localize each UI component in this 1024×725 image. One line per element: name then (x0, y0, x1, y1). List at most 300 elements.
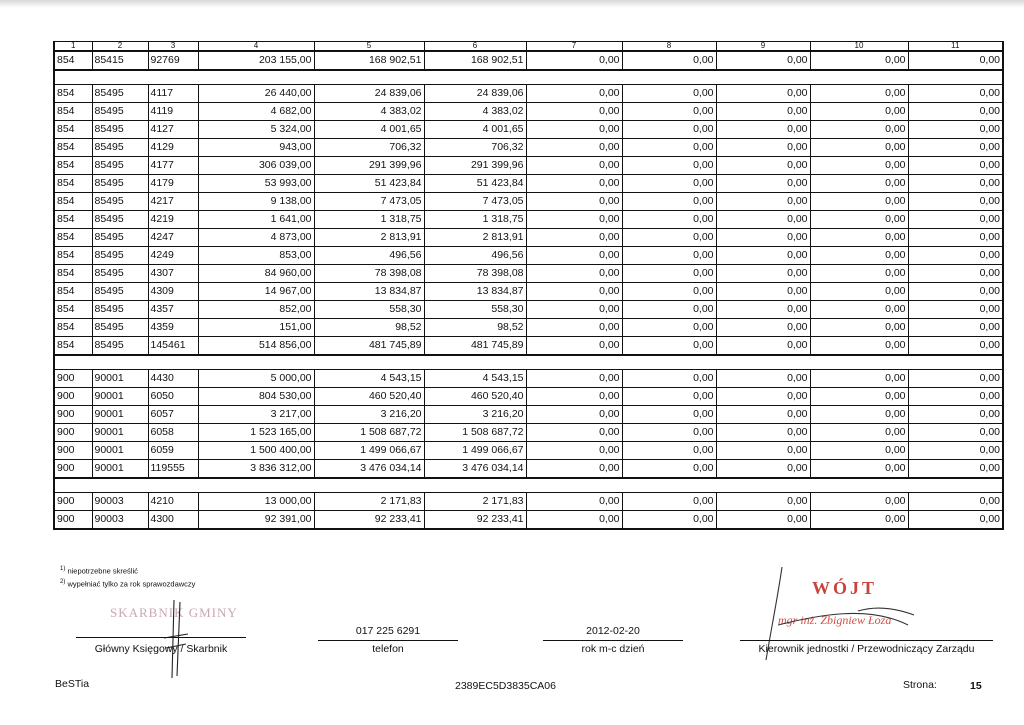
table-row (54, 283, 1003, 301)
wojt-name-stamp: mgr inż. Zbigniew Łoza (778, 613, 892, 627)
group-separator-row (54, 478, 1003, 493)
table-row (54, 388, 1003, 406)
table-cell: 145461 (148, 337, 198, 356)
table-row (54, 193, 1003, 211)
table-cell: 0,00 (810, 175, 908, 193)
table-cell: 168 902,51 (424, 51, 526, 70)
table-cell: 4129 (148, 139, 198, 157)
table-cell: 0,00 (716, 442, 810, 460)
table-cell: 203 155,00 (198, 51, 314, 70)
separator-cell (54, 355, 1003, 370)
table-cell: 90001 (92, 460, 148, 479)
table-cell: 78 398,08 (314, 265, 424, 283)
column-number-row (54, 42, 1003, 52)
table-cell: 4247 (148, 229, 198, 247)
table-cell: 4219 (148, 211, 198, 229)
table-cell: 92 391,00 (198, 511, 314, 530)
table-cell: 4309 (148, 283, 198, 301)
date-value: 2012-02-20 (586, 625, 640, 637)
table-row (54, 460, 1003, 479)
table-cell: 496,56 (424, 247, 526, 265)
table-cell: 0,00 (716, 319, 810, 337)
table-row (54, 442, 1003, 460)
table-cell: 0,00 (526, 211, 622, 229)
wojt-stamp: WÓJT (812, 578, 878, 598)
table-cell: 119555 (148, 460, 198, 479)
table-cell: 1 641,00 (198, 211, 314, 229)
table-row (54, 493, 1003, 511)
table-cell: 0,00 (810, 337, 908, 356)
col-header: 3 (148, 42, 198, 52)
table-cell: 0,00 (908, 103, 1003, 121)
table-cell: 4179 (148, 175, 198, 193)
table-cell: 0,00 (908, 193, 1003, 211)
table-cell: 0,00 (716, 157, 810, 175)
table-cell: 85495 (92, 85, 148, 103)
table-cell: 1 508 687,72 (424, 424, 526, 442)
table-cell: 0,00 (716, 139, 810, 157)
table-cell: 0,00 (526, 157, 622, 175)
table-cell: 0,00 (908, 247, 1003, 265)
table-cell: 85495 (92, 247, 148, 265)
table-cell: 0,00 (622, 121, 716, 139)
table-cell: 0,00 (716, 175, 810, 193)
group-separator-row (54, 355, 1003, 370)
table-cell: 0,00 (810, 370, 908, 388)
table-cell: 0,00 (526, 424, 622, 442)
table-cell: 900 (54, 460, 92, 479)
table-cell: 0,00 (526, 103, 622, 121)
table-cell: 24 839,06 (424, 85, 526, 103)
table-cell: 2 813,91 (314, 229, 424, 247)
table-cell: 0,00 (622, 283, 716, 301)
table-cell: 0,00 (810, 247, 908, 265)
table-cell: 90001 (92, 388, 148, 406)
table-cell: 0,00 (810, 424, 908, 442)
table-cell: 0,00 (810, 211, 908, 229)
table-cell: 0,00 (908, 157, 1003, 175)
table-cell: 0,00 (908, 175, 1003, 193)
table-cell: 854 (54, 157, 92, 175)
table-cell: 90001 (92, 370, 148, 388)
skarbnik-stamp: SKARBNIK GMINY (110, 605, 238, 620)
table-cell: 0,00 (526, 370, 622, 388)
table-cell: 460 520,40 (314, 388, 424, 406)
table-cell: 854 (54, 103, 92, 121)
table-cell: 0,00 (810, 511, 908, 530)
table-cell: 92769 (148, 51, 198, 70)
table-cell: 85495 (92, 175, 148, 193)
table-cell: 85495 (92, 193, 148, 211)
table-cell: 0,00 (622, 388, 716, 406)
table-cell: 0,00 (716, 193, 810, 211)
table-row (54, 511, 1003, 530)
table-cell: 2 171,83 (314, 493, 424, 511)
table-cell: 4119 (148, 103, 198, 121)
table-cell: 78 398,08 (424, 265, 526, 283)
table-cell: 0,00 (908, 265, 1003, 283)
table-cell: 92 233,41 (314, 511, 424, 530)
table-cell: 0,00 (526, 319, 622, 337)
table-cell: 0,00 (622, 301, 716, 319)
table-row (54, 103, 1003, 121)
table-cell: 0,00 (622, 139, 716, 157)
table-cell: 0,00 (622, 193, 716, 211)
table-cell: 0,00 (908, 85, 1003, 103)
table-cell: 0,00 (908, 370, 1003, 388)
table-cell: 3 836 312,00 (198, 460, 314, 479)
table-cell: 0,00 (716, 211, 810, 229)
table-cell: 496,56 (314, 247, 424, 265)
footnotes (60, 564, 195, 589)
table-cell: 0,00 (810, 193, 908, 211)
table-cell: 0,00 (526, 460, 622, 479)
table-row (54, 319, 1003, 337)
table-cell: 85495 (92, 229, 148, 247)
head-signature-line (740, 640, 993, 641)
table-cell: 4359 (148, 319, 198, 337)
table-cell: 0,00 (622, 319, 716, 337)
table-cell: 13 000,00 (198, 493, 314, 511)
table-cell: 0,00 (716, 121, 810, 139)
table-cell: 4217 (148, 193, 198, 211)
table-cell: 6058 (148, 424, 198, 442)
table-cell: 0,00 (908, 319, 1003, 337)
table-cell: 854 (54, 51, 92, 70)
table-cell: 854 (54, 337, 92, 356)
table-row (54, 247, 1003, 265)
table-cell: 4430 (148, 370, 198, 388)
table-cell: 804 530,00 (198, 388, 314, 406)
table-cell: 460 520,40 (424, 388, 526, 406)
table-cell: 854 (54, 193, 92, 211)
table-cell: 4 001,65 (424, 121, 526, 139)
table-cell: 291 399,96 (424, 157, 526, 175)
table-cell: 0,00 (810, 139, 908, 157)
table-cell: 1 508 687,72 (314, 424, 424, 442)
table-cell: 853,00 (198, 247, 314, 265)
table-cell: 0,00 (908, 406, 1003, 424)
table-cell: 0,00 (716, 283, 810, 301)
table-cell: 0,00 (526, 121, 622, 139)
table-cell: 0,00 (622, 157, 716, 175)
date-label: rok m-c dzień (581, 643, 645, 655)
table-cell: 900 (54, 370, 92, 388)
table-cell: 92 233,41 (424, 511, 526, 530)
table-cell: 854 (54, 85, 92, 103)
table-cell: 0,00 (526, 493, 622, 511)
table-cell: 0,00 (622, 229, 716, 247)
col-header: 9 (716, 42, 810, 52)
table-row (54, 121, 1003, 139)
table-cell: 85415 (92, 51, 148, 70)
table-row (54, 175, 1003, 193)
footer-page-number: 15 (970, 680, 982, 692)
table-cell: 0,00 (810, 319, 908, 337)
table-cell: 0,00 (908, 139, 1003, 157)
table-cell: 900 (54, 442, 92, 460)
separator-cell (54, 478, 1003, 493)
table-cell: 0,00 (526, 175, 622, 193)
head-label: Kierownik jednostki / Przewodniczący Zarządu (758, 643, 975, 655)
table-cell: 0,00 (716, 493, 810, 511)
table-cell: 852,00 (198, 301, 314, 319)
table-cell: 0,00 (716, 301, 810, 319)
table-cell: 85495 (92, 157, 148, 175)
table-cell: 151,00 (198, 319, 314, 337)
table-cell: 24 839,06 (314, 85, 424, 103)
table-cell: 13 834,87 (424, 283, 526, 301)
table-cell: 0,00 (526, 85, 622, 103)
table-cell: 0,00 (622, 85, 716, 103)
table-cell: 1 499 066,67 (424, 442, 526, 460)
table-cell: 854 (54, 265, 92, 283)
table-cell: 0,00 (810, 442, 908, 460)
table-row (54, 424, 1003, 442)
table-cell: 168 902,51 (314, 51, 424, 70)
table-cell: 0,00 (716, 103, 810, 121)
table-cell: 481 745,89 (314, 337, 424, 356)
table-cell: 85495 (92, 265, 148, 283)
table-cell: 0,00 (908, 51, 1003, 70)
budget-report-table (53, 41, 1004, 530)
table-cell: 0,00 (622, 103, 716, 121)
table-cell: 0,00 (622, 370, 716, 388)
table-cell: 0,00 (908, 511, 1003, 530)
table-cell: 6059 (148, 442, 198, 460)
table-cell: 291 399,96 (314, 157, 424, 175)
table-cell: 85495 (92, 319, 148, 337)
table-cell: 943,00 (198, 139, 314, 157)
table-cell: 1 500 400,00 (198, 442, 314, 460)
table-cell: 90003 (92, 511, 148, 530)
footer-left: BeSTia (55, 678, 90, 690)
table-cell: 0,00 (810, 265, 908, 283)
table-cell: 0,00 (622, 424, 716, 442)
table-cell: 4 543,15 (314, 370, 424, 388)
table-cell: 0,00 (716, 424, 810, 442)
table-cell: 0,00 (908, 229, 1003, 247)
table-cell: 4 873,00 (198, 229, 314, 247)
table-cell: 4249 (148, 247, 198, 265)
table-cell: 4 543,15 (424, 370, 526, 388)
table-cell: 85495 (92, 139, 148, 157)
table-cell: 0,00 (526, 247, 622, 265)
table-cell: 4127 (148, 121, 198, 139)
table-cell: 5 324,00 (198, 121, 314, 139)
table-cell: 6057 (148, 406, 198, 424)
table-cell: 0,00 (526, 51, 622, 70)
table-cell: 1 318,75 (424, 211, 526, 229)
table-cell: 854 (54, 247, 92, 265)
table-cell: 0,00 (908, 283, 1003, 301)
table-cell: 0,00 (622, 211, 716, 229)
table-cell: 51 423,84 (424, 175, 526, 193)
scan-edge (0, 0, 1024, 8)
table-cell: 1 523 165,00 (198, 424, 314, 442)
table-cell: 85495 (92, 211, 148, 229)
table-cell: 26 440,00 (198, 85, 314, 103)
table-cell: 0,00 (716, 265, 810, 283)
table-cell: 900 (54, 388, 92, 406)
table-cell: 3 216,20 (424, 406, 526, 424)
table-cell: 4 682,00 (198, 103, 314, 121)
table-cell: 0,00 (716, 460, 810, 479)
skarbnik-label: Główny Księgowy / Skarbnik (94, 643, 228, 655)
table-cell: 0,00 (810, 85, 908, 103)
table-cell: 0,00 (908, 121, 1003, 139)
table-cell: 3 476 034,14 (314, 460, 424, 479)
col-header: 8 (622, 42, 716, 52)
table-row (54, 370, 1003, 388)
table-cell: 854 (54, 229, 92, 247)
table-cell: 0,00 (810, 229, 908, 247)
table-cell: 4 383,02 (424, 103, 526, 121)
table-cell: 1 318,75 (314, 211, 424, 229)
table-cell: 514 856,00 (198, 337, 314, 356)
table-cell: 0,00 (716, 370, 810, 388)
table-cell: 4177 (148, 157, 198, 175)
table-cell: 0,00 (526, 193, 622, 211)
table-cell: 0,00 (526, 229, 622, 247)
table-row (54, 337, 1003, 356)
table-cell: 854 (54, 121, 92, 139)
table-cell: 0,00 (908, 460, 1003, 479)
table-cell: 854 (54, 319, 92, 337)
table-cell: 0,00 (526, 406, 622, 424)
table-cell: 306 039,00 (198, 157, 314, 175)
table-cell: 0,00 (716, 511, 810, 530)
table-cell: 900 (54, 424, 92, 442)
table-cell: 0,00 (810, 388, 908, 406)
table-cell: 85495 (92, 103, 148, 121)
table-cell: 0,00 (908, 493, 1003, 511)
table-cell: 0,00 (526, 442, 622, 460)
table-cell: 0,00 (622, 265, 716, 283)
col-header: 11 (908, 42, 1003, 52)
table-cell: 0,00 (622, 247, 716, 265)
table-cell: 0,00 (908, 211, 1003, 229)
col-header: 7 (526, 42, 622, 52)
table-cell: 4 383,02 (314, 103, 424, 121)
table-cell: 98,52 (314, 319, 424, 337)
table-cell: 85495 (92, 301, 148, 319)
table-cell: 0,00 (716, 229, 810, 247)
table-cell: 4117 (148, 85, 198, 103)
table-row (54, 301, 1003, 319)
table-cell: 0,00 (716, 388, 810, 406)
table-cell: 6050 (148, 388, 198, 406)
table-cell: 0,00 (716, 85, 810, 103)
table-cell: 0,00 (526, 265, 622, 283)
table-cell: 854 (54, 139, 92, 157)
table-cell: 2 813,91 (424, 229, 526, 247)
table-cell: 0,00 (526, 301, 622, 319)
table-cell: 481 745,89 (424, 337, 526, 356)
table-cell: 51 423,84 (314, 175, 424, 193)
phone-value: 017 225 6291 (355, 625, 421, 637)
table-cell: 3 476 034,14 (424, 460, 526, 479)
footer-page-label: Strona: (903, 679, 937, 691)
col-header: 4 (198, 42, 314, 52)
table-row (54, 51, 1003, 70)
table-row (54, 265, 1003, 283)
footnote: $^{1)}$ niepotrzebne skreślić (60, 566, 138, 576)
table-row (54, 85, 1003, 103)
table-cell: 0,00 (622, 51, 716, 70)
table-cell: 4 001,65 (314, 121, 424, 139)
table-cell: 7 473,05 (424, 193, 526, 211)
table-cell: 90003 (92, 493, 148, 511)
table-cell: 854 (54, 175, 92, 193)
table-cell: 0,00 (622, 460, 716, 479)
table-cell: 0,00 (716, 406, 810, 424)
table-cell: 85495 (92, 121, 148, 139)
table-cell: 0,00 (810, 157, 908, 175)
col-header: 2 (92, 42, 148, 52)
table-cell: 0,00 (622, 175, 716, 193)
table-cell: 4357 (148, 301, 198, 319)
table-cell: 0,00 (526, 388, 622, 406)
table-row (54, 139, 1003, 157)
table-cell: 0,00 (810, 406, 908, 424)
table-row (54, 406, 1003, 424)
table-cell: 558,30 (314, 301, 424, 319)
table-cell: 0,00 (622, 406, 716, 424)
table-cell: 558,30 (424, 301, 526, 319)
table-cell: 90001 (92, 442, 148, 460)
table-cell: 9 138,00 (198, 193, 314, 211)
col-header: 5 (314, 42, 424, 52)
col-header: 6 (424, 42, 526, 52)
table-cell: 0,00 (716, 51, 810, 70)
table-cell: 85495 (92, 337, 148, 356)
table-cell: 0,00 (810, 493, 908, 511)
footer-doc-id: 2389EC5D3835CA06 (455, 680, 556, 692)
table-cell: 0,00 (526, 337, 622, 356)
table-cell: 0,00 (810, 460, 908, 479)
table-cell: 0,00 (908, 442, 1003, 460)
table-cell: 854 (54, 283, 92, 301)
date-line (543, 640, 683, 641)
table-cell: 3 216,20 (314, 406, 424, 424)
table-cell: 90001 (92, 406, 148, 424)
separator-cell (54, 70, 1003, 85)
table-cell: 13 834,87 (314, 283, 424, 301)
table-cell: 85495 (92, 283, 148, 301)
table-cell: 53 993,00 (198, 175, 314, 193)
table-cell: 5 000,00 (198, 370, 314, 388)
table-cell: 0,00 (622, 511, 716, 530)
table-cell: 0,00 (526, 283, 622, 301)
table-cell: 0,00 (622, 493, 716, 511)
table-row (54, 229, 1003, 247)
table-cell: 90001 (92, 424, 148, 442)
table-cell: 0,00 (526, 139, 622, 157)
table-cell: 0,00 (810, 283, 908, 301)
table-cell: 900 (54, 406, 92, 424)
table-cell: 0,00 (908, 388, 1003, 406)
table-cell: 0,00 (622, 442, 716, 460)
skarbnik-signature (160, 598, 190, 680)
table-cell: 3 217,00 (198, 406, 314, 424)
table-cell: 0,00 (908, 424, 1003, 442)
table-cell: 0,00 (908, 301, 1003, 319)
skarbnik-signature-line (76, 637, 246, 638)
col-header: 10 (810, 42, 908, 52)
table-cell: 2 171,83 (424, 493, 526, 511)
table-cell: 14 967,00 (198, 283, 314, 301)
